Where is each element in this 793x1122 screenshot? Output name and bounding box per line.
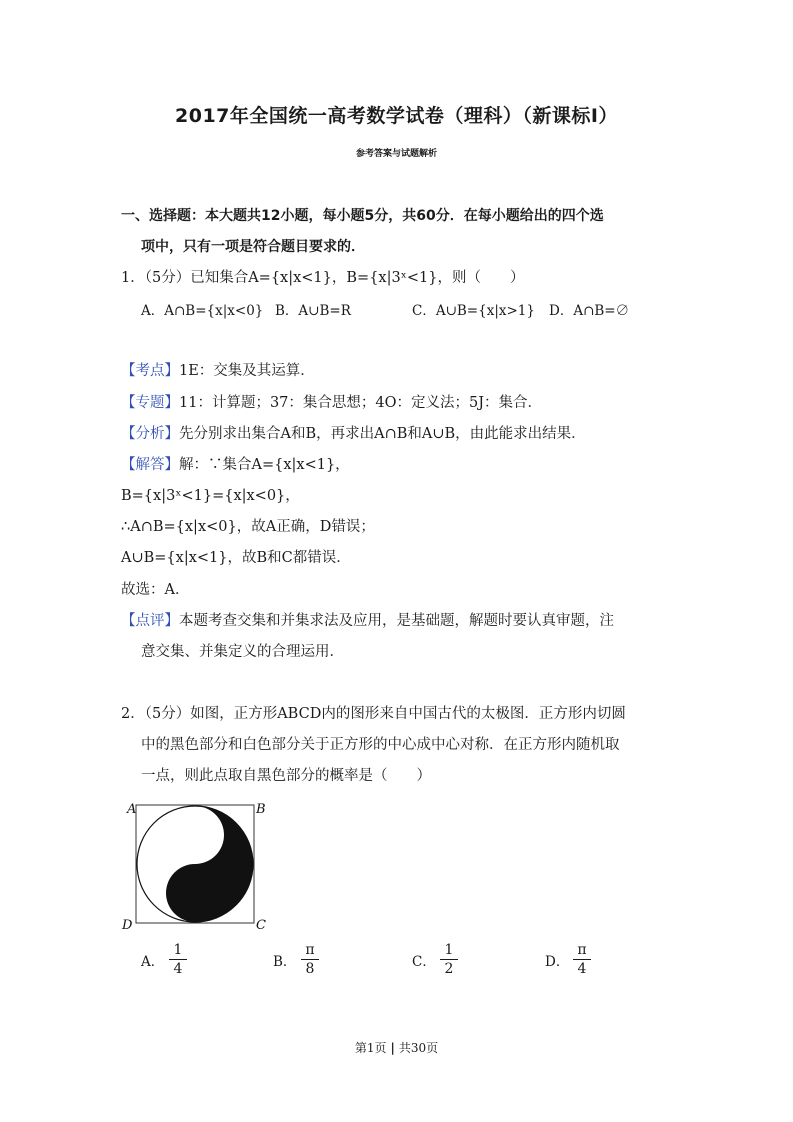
label-a: A [127, 802, 137, 817]
q1-solution-line-4: A∪B={x|x<1}，故B和C都错误． [121, 550, 351, 566]
section-heading-line-1: 一、选择题：本大题共12小题，每小题5分，共60分．在每小题给出的四个选 [121, 208, 604, 224]
section-heading-line-2: 项中，只有一项是符合题目要求的． [141, 239, 365, 255]
numerator: π [305, 942, 315, 958]
q2-option-c-fraction [440, 942, 458, 977]
fenxi-tag: 【分析】 [121, 426, 179, 442]
label-c: C [256, 918, 266, 933]
taiji-diagram [120, 798, 270, 934]
jieda-tag: 【解答】 [121, 457, 179, 473]
zhuanti-tag: 【专题】 [121, 395, 179, 411]
denominator: 8 [305, 961, 315, 977]
label-b: B [256, 802, 266, 817]
numerator: 1 [444, 942, 454, 958]
q1-stem: 1．（5分）已知集合A={x|x<1}，B={x|3ˣ<1}，则（ ） [121, 270, 525, 286]
q2-option-b-fraction [301, 942, 319, 977]
fraction-bar [169, 959, 187, 960]
page-number: 第1页 [354, 1041, 387, 1055]
q2-option-d-fraction [573, 942, 591, 977]
q1-solution-line-3: ∴A∩B={x|x<0}，故A正确，D错误； [121, 519, 375, 535]
page-footer [0, 1039, 793, 1056]
fraction-bar [301, 959, 319, 960]
kaodian-tag: 【考点】 [121, 363, 179, 379]
q1-zhuanti [121, 393, 542, 413]
page-subtitle: 参考答案与试题解析 [355, 149, 437, 159]
q1-solution-line-5: 故选：A． [121, 582, 190, 598]
black-dot [190, 888, 200, 898]
q1-jieda [121, 455, 350, 475]
fraction-bar [440, 959, 458, 960]
q2-option-a-label: A． [141, 954, 165, 970]
q2-option-d-label: D． [545, 954, 570, 970]
fraction-bar [573, 959, 591, 960]
q1-fenxi [121, 424, 586, 444]
q1-dianping [121, 611, 614, 631]
q2-stem-line-3: 一点，则此点取自黑色部分的概率是（ ） [141, 768, 431, 784]
denominator: 4 [577, 961, 587, 977]
q2-stem-line-2: 中的黑色部分和白色部分关于正方形的中心成中心对称．在正方形内随机取 [141, 737, 620, 753]
dianping-tag: 【点评】 [121, 613, 179, 629]
kaodian-text: 1E：交集及其运算． [179, 363, 315, 379]
denominator: 2 [444, 961, 454, 977]
q2-option-a-fraction [169, 942, 187, 977]
q2-option-b-label: B． [273, 954, 297, 970]
denominator: 4 [173, 961, 183, 977]
zhuanti-text: 11：计算题；37：集合思想；4O：定义法；5J：集合． [179, 395, 543, 411]
q1-option-d: D．A∩B=∅ [549, 303, 630, 319]
footer-separator: | [390, 1041, 395, 1055]
jieda-text: 解：∵集合A={x|x<1}， [179, 457, 350, 473]
q1-option-a: A．A∩B={x|x<0} [141, 303, 264, 319]
q1-kaodian [121, 361, 315, 381]
q1-option-c: C．A∪B={x|x>1} [412, 303, 535, 319]
white-dot [190, 830, 200, 840]
numerator: π [577, 942, 587, 958]
q1-solution-line-2: B={x|3ˣ<1}={x|x<0}， [121, 488, 300, 504]
dianping-text: 本题考查交集和并集求法及应用，是基础题，解题时要认真审题，注 [179, 613, 614, 629]
fenxi-text: 先分别求出集合A和B，再求出A∩B和A∪B，由此能求出结果． [179, 426, 586, 442]
page-title: 2017年全国统一高考数学试卷（理科）（新课标Ⅰ） [175, 105, 618, 127]
label-d: D [122, 918, 133, 933]
q1-dianping-line-2: 意交集、并集定义的合理运用． [141, 644, 344, 660]
taiji-figure [120, 798, 270, 934]
q1-option-b: B．A∪B=R [275, 303, 351, 319]
q2-option-c-label: C． [412, 954, 436, 970]
q2-stem-line-1: 2．（5分）如图，正方形ABCD内的图形来自中国古代的太极图．正方形内切圆 [121, 706, 626, 722]
total-pages: 共30页 [398, 1041, 439, 1055]
numerator: 1 [173, 942, 183, 958]
